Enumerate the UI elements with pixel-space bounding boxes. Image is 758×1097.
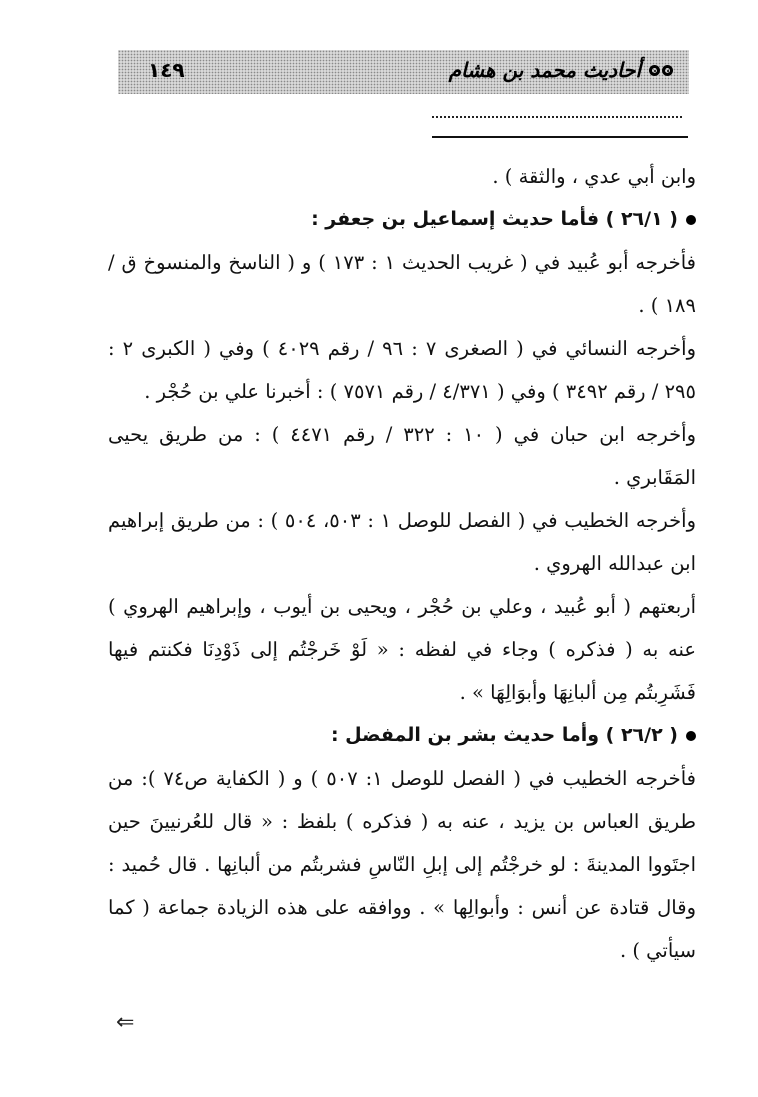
paragraph: فأخرجه أبو عُبيد في ( غريب الحديث ١ : ١٧٣ ) و ( الناسخ والمنسوخ ق / ١٨٩ ) . [108,251,697,317]
paragraph: وأخرجه النسائي في ( الصغرى ٧ : ٩٦ / رقم ٤٠٢٩ ) وفي ( الكبرى ٢ : ٢٩٥ / رقم ٣٤٩٢ ) وفي ( ٤/٣٧١ / رقم ٧٥٧١ ) : أخبرنا علي بن حُجْر . [108,337,696,403]
running-header [118,50,689,94]
book-title: أحاديث محمد بن هشام [448,58,641,82]
paragraph: وأخرجه الخطيب في ( الفصل للوصل ١ : ٥٠٣، ٥٠٤ ) : من طريق إبراهيم ابن عبدالله الهروي . [108,509,697,575]
paragraph: فأخرجه الخطيب في ( الفصل للوصل ١: ٥٠٧ ) و ( الكفاية ص٧٤ ): من طريق العباس بن يزيد ، عنه به ( فذكره ) بلفظ : « قال للعُرنيينَ حين اجتَووا المدينةَ : لو خرجْتُم إلى إبلِ النّاسِ فشربتُم من ألبانِها . قال حُميد : وقال قتادة عن أنس : وأبوالِها » . ووافقه على هذه الزيادة جماعة ( كما سيأتي ) . [108,767,696,962]
paragraph: وأخرجه ابن حبان في ( ١٠ : ٣٢٢ / رقم ٤٤٧١ ) : من طريق يحيى المَقَابري . [108,423,696,489]
paragraph: أربعتهم ( أبو عُبيد ، وعلي بن حُجْر ، ويحيى بن أيوب ، وإبراهيم الهروي ) عنه به ( فذكره ) وجاء في لفظه : « لَوْ خَرجْتُم إلى ذَوْدِنَا فكنتم فيها فَشَرِبتُم مِن ألبانِهَا وأبوَالِهَا » . [108,595,696,704]
page-number: ١٤٩ [148,58,185,82]
section-heading: ( ٢٦/١ ) فأما حديث إسماعيل بن جعفر : [108,198,696,241]
separator-rule [432,136,688,138]
bullet-icon [686,215,696,225]
double-ring-ornament-icon [649,65,673,76]
header-title-group [449,58,673,82]
page-body [108,155,696,972]
continue-arrow-icon: ⇐ [116,1010,135,1035]
paragraph: وابن أبي عدي ، والثقة ) . [492,165,696,188]
bullet-icon [686,731,696,741]
dotted-leader [432,116,682,118]
section-heading: ( ٢٦/٢ ) وأما حديث بشر بن المفضل : [108,714,696,757]
